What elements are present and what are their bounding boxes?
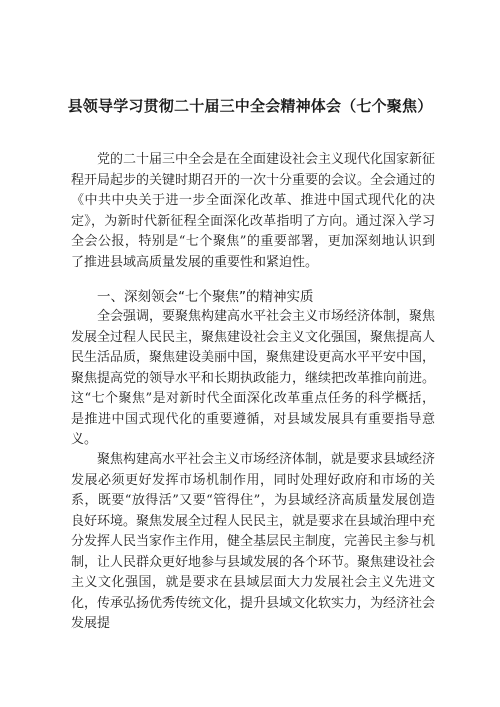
body-paragraph: 全会强调，要聚焦构建高水平社会主义市场经济体制，聚焦发展全过程人民民主，聚焦建设社会主义文化强国，聚焦提高人民生活品质，聚焦建设美丽中国，聚焦建设更高水平平安中国，聚焦提高党的领导水平和长期执政能力，继续把改革推向前进。这“七个聚焦”是对新时代全面深化改革重点任务的科学概括，是推进中国式现代化的重要遵循，对县域发展具有重要指导意义。 xyxy=(71,309,436,447)
body-paragraph: 聚焦构建高水平社会主义市场经济体制，就是要求县域经济发展必须更好发挥市场机制作用，同时处理好政府和市场的关系，既要“放得活”又要“管得住”，为县域经济高质量发展创造良好环境。聚焦发展全过程人民民主，就是要求在县域治理中充分发挥人民当家作主作用，健全基层民主制度，完善民主参与机制，让人民群众更好地参与县域发展的各个环节。聚焦建设社会主义文化强国，就是要求在县域层面大力发展社会主义先进文化，传承弘扬优秀传统文化，提升县域文化软实力，为经济社会发展提 xyxy=(71,452,436,631)
intro-paragraph: 党的二十届三中全会是在全面建设社会主义现代化国家新征程开局起步的关键时期召开的一次十分重要的会议。全会通过的《中共中央关于进一步全面深化改革、推进中国式现代化的决定》，为新时代新征程全面深化改革指明了方向。通过深入学习全会公报，特别是“七个聚焦”的重要部署，更加深刻地认识到了推进县域高质量发展的重要性和紧迫性。 xyxy=(71,152,436,270)
section-heading: 一、深刻领会“七个聚焦”的精神实质 xyxy=(97,289,314,305)
document-title: 县领导学习贯彻二十届三中全会精神体会（七个聚焦） xyxy=(67,97,433,115)
